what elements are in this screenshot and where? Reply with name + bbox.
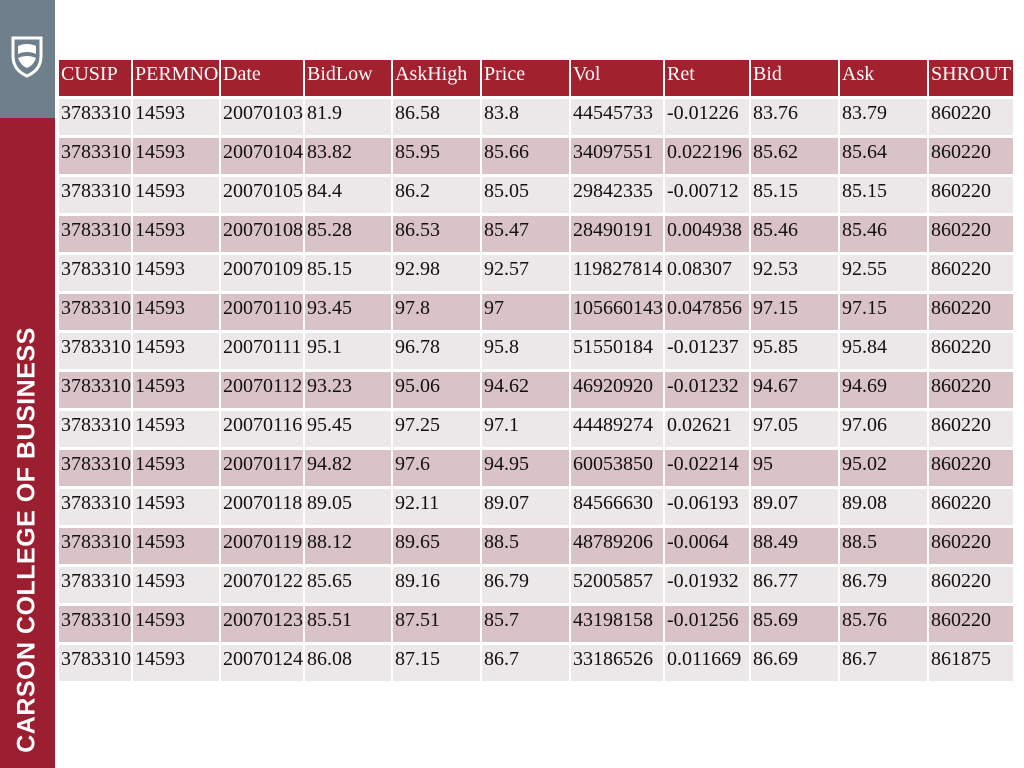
table-cell: 3783310 xyxy=(59,411,131,447)
table-cell: 860220 xyxy=(929,138,1013,174)
table-cell: 94.62 xyxy=(482,372,569,408)
table-cell: 860220 xyxy=(929,528,1013,564)
table-cell: 95.1 xyxy=(305,333,391,369)
column-header: Date xyxy=(221,60,303,96)
table-cell: 0.02621 xyxy=(665,411,749,447)
table-cell: 88.49 xyxy=(751,528,838,564)
table-cell: 14593 xyxy=(133,255,219,291)
table-cell: 52005857 xyxy=(571,567,663,603)
table-cell: -0.01256 xyxy=(665,606,749,642)
table-row xyxy=(59,216,1013,252)
table-cell: 20070105 xyxy=(221,177,303,213)
table-cell: 860220 xyxy=(929,489,1013,525)
table-cell: 84.4 xyxy=(305,177,391,213)
table-cell: 86.53 xyxy=(393,216,480,252)
table-cell: 85.15 xyxy=(840,177,927,213)
table-cell: 3783310 xyxy=(59,177,131,213)
table-cell: 14593 xyxy=(133,372,219,408)
table-cell: 97.6 xyxy=(393,450,480,486)
table-cell: 89.65 xyxy=(393,528,480,564)
table-cell: 86.79 xyxy=(482,567,569,603)
table-cell: 14593 xyxy=(133,177,219,213)
table-cell: -0.01932 xyxy=(665,567,749,603)
table-row xyxy=(59,489,1013,525)
table-cell: -0.02214 xyxy=(665,450,749,486)
table-cell: 20070122 xyxy=(221,567,303,603)
table-cell: 861875 xyxy=(929,645,1013,681)
table-row xyxy=(59,450,1013,486)
table-cell: 86.2 xyxy=(393,177,480,213)
table-cell: 89.05 xyxy=(305,489,391,525)
column-header: BidLow xyxy=(305,60,391,96)
table-cell: 95.8 xyxy=(482,333,569,369)
table-cell: 89.07 xyxy=(751,489,838,525)
table-cell: 92.55 xyxy=(840,255,927,291)
table-cell: 34097551 xyxy=(571,138,663,174)
table-cell: 860220 xyxy=(929,294,1013,330)
table-cell: 20070123 xyxy=(221,606,303,642)
table-row xyxy=(59,255,1013,291)
table-cell: 92.11 xyxy=(393,489,480,525)
table-header-row xyxy=(59,60,1013,96)
table-cell: 89.07 xyxy=(482,489,569,525)
table-cell: 14593 xyxy=(133,450,219,486)
table-cell: 28490191 xyxy=(571,216,663,252)
table-cell: -0.01237 xyxy=(665,333,749,369)
table-cell: 860220 xyxy=(929,255,1013,291)
table-cell: 97.8 xyxy=(393,294,480,330)
table-cell: 3783310 xyxy=(59,216,131,252)
table-cell: 86.08 xyxy=(305,645,391,681)
table-cell: -0.00712 xyxy=(665,177,749,213)
table-cell: 3783310 xyxy=(59,138,131,174)
table-row xyxy=(59,99,1013,135)
table-cell: 3783310 xyxy=(59,528,131,564)
table-cell: 14593 xyxy=(133,294,219,330)
table-cell: 20070110 xyxy=(221,294,303,330)
table-cell: 95.06 xyxy=(393,372,480,408)
table-cell: 860220 xyxy=(929,450,1013,486)
table-row xyxy=(59,294,1013,330)
table-cell: 85.28 xyxy=(305,216,391,252)
table-cell: 3783310 xyxy=(59,294,131,330)
table-row xyxy=(59,138,1013,174)
table-cell: 119827814 xyxy=(571,255,663,291)
table-cell: 43198158 xyxy=(571,606,663,642)
table-cell: 87.15 xyxy=(393,645,480,681)
table-row xyxy=(59,333,1013,369)
column-header: Price xyxy=(482,60,569,96)
table-row xyxy=(59,528,1013,564)
table-cell: 44545733 xyxy=(571,99,663,135)
table-cell: 3783310 xyxy=(59,333,131,369)
table-row xyxy=(59,411,1013,447)
table-cell: 46920920 xyxy=(571,372,663,408)
logo-panel xyxy=(0,0,55,118)
table-cell: 97.1 xyxy=(482,411,569,447)
table-cell: 85.66 xyxy=(482,138,569,174)
table-cell: 3783310 xyxy=(59,606,131,642)
table-cell: 20070103 xyxy=(221,99,303,135)
table-cell: 33186526 xyxy=(571,645,663,681)
table-cell: 83.82 xyxy=(305,138,391,174)
table-cell: 86.7 xyxy=(840,645,927,681)
table-cell: 3783310 xyxy=(59,255,131,291)
table-cell: 97.15 xyxy=(840,294,927,330)
table-cell: 3783310 xyxy=(59,567,131,603)
table-cell: 85.7 xyxy=(482,606,569,642)
table-cell: 14593 xyxy=(133,606,219,642)
table-cell: 97.15 xyxy=(751,294,838,330)
table-cell: 95 xyxy=(751,450,838,486)
table-cell: 83.8 xyxy=(482,99,569,135)
table-body xyxy=(59,99,1013,681)
table-cell: 97 xyxy=(482,294,569,330)
table-cell: 20070118 xyxy=(221,489,303,525)
table-cell: 83.79 xyxy=(840,99,927,135)
table-cell: 85.46 xyxy=(840,216,927,252)
table-cell: 85.64 xyxy=(840,138,927,174)
table-cell: 20070109 xyxy=(221,255,303,291)
table-cell: 94.95 xyxy=(482,450,569,486)
table-cell: 96.78 xyxy=(393,333,480,369)
table-cell: 0.08307 xyxy=(665,255,749,291)
table-cell: 93.23 xyxy=(305,372,391,408)
table-cell: -0.0064 xyxy=(665,528,749,564)
table-cell: 88.5 xyxy=(482,528,569,564)
table-cell: 3783310 xyxy=(59,489,131,525)
table-cell: 20070119 xyxy=(221,528,303,564)
table-cell: 85.76 xyxy=(840,606,927,642)
table-cell: 86.7 xyxy=(482,645,569,681)
table-cell: 85.51 xyxy=(305,606,391,642)
table-cell: 14593 xyxy=(133,489,219,525)
table-cell: 94.82 xyxy=(305,450,391,486)
table-cell: 860220 xyxy=(929,411,1013,447)
table-cell: 860220 xyxy=(929,333,1013,369)
table-cell: 860220 xyxy=(929,216,1013,252)
column-header: Bid xyxy=(751,60,838,96)
table-cell: 0.011669 xyxy=(665,645,749,681)
table-cell: 85.62 xyxy=(751,138,838,174)
table-cell: 85.65 xyxy=(305,567,391,603)
table-cell: 860220 xyxy=(929,567,1013,603)
column-header: Ret xyxy=(665,60,749,96)
table-cell: 85.46 xyxy=(751,216,838,252)
table-cell: 44489274 xyxy=(571,411,663,447)
table-cell: 105660143 xyxy=(571,294,663,330)
table-cell: 29842335 xyxy=(571,177,663,213)
table-cell: 97.05 xyxy=(751,411,838,447)
column-header: PERMNO xyxy=(133,60,219,96)
table-cell: 97.06 xyxy=(840,411,927,447)
table-cell: 92.53 xyxy=(751,255,838,291)
table-cell: -0.06193 xyxy=(665,489,749,525)
table-cell: 51550184 xyxy=(571,333,663,369)
table-cell: 88.12 xyxy=(305,528,391,564)
table-cell: 0.022196 xyxy=(665,138,749,174)
table-cell: 85.05 xyxy=(482,177,569,213)
table-cell: 86.79 xyxy=(840,567,927,603)
table-cell: 83.76 xyxy=(751,99,838,135)
column-header: SHROUT xyxy=(929,60,1013,96)
table-cell: 0.047856 xyxy=(665,294,749,330)
table-cell: 92.57 xyxy=(482,255,569,291)
table-cell: 860220 xyxy=(929,372,1013,408)
table-cell: 20070111 xyxy=(221,333,303,369)
table-cell: 95.45 xyxy=(305,411,391,447)
table-cell: 60053850 xyxy=(571,450,663,486)
table-cell: 860220 xyxy=(929,177,1013,213)
table-cell: 84566630 xyxy=(571,489,663,525)
table-row xyxy=(59,606,1013,642)
table-cell: 94.67 xyxy=(751,372,838,408)
table-row xyxy=(59,372,1013,408)
table-cell: 86.77 xyxy=(751,567,838,603)
table-cell: 14593 xyxy=(133,333,219,369)
table-cell: 85.95 xyxy=(393,138,480,174)
column-header: Vol xyxy=(571,60,663,96)
table-cell: 94.69 xyxy=(840,372,927,408)
table-cell: 93.45 xyxy=(305,294,391,330)
table-cell: 85.69 xyxy=(751,606,838,642)
column-header: AskHigh xyxy=(393,60,480,96)
college-name: CARSON COLLEGE OF BUSINESS xyxy=(12,327,41,753)
table-row xyxy=(59,567,1013,603)
table-cell: 3783310 xyxy=(59,99,131,135)
table-cell: 89.08 xyxy=(840,489,927,525)
table-row xyxy=(59,177,1013,213)
table-cell: 85.47 xyxy=(482,216,569,252)
table-cell: 85.15 xyxy=(305,255,391,291)
table-cell: 14593 xyxy=(133,138,219,174)
table-cell: 86.69 xyxy=(751,645,838,681)
table-cell: 860220 xyxy=(929,606,1013,642)
table-cell: 20070124 xyxy=(221,645,303,681)
table-cell: 3783310 xyxy=(59,645,131,681)
table-cell: 0.004938 xyxy=(665,216,749,252)
table-cell: 81.9 xyxy=(305,99,391,135)
table-cell: 97.25 xyxy=(393,411,480,447)
table-cell: 20070104 xyxy=(221,138,303,174)
table-cell: 860220 xyxy=(929,99,1013,135)
table-cell: 20070112 xyxy=(221,372,303,408)
table-cell: 95.85 xyxy=(751,333,838,369)
table-cell: 14593 xyxy=(133,528,219,564)
table-cell: 14593 xyxy=(133,216,219,252)
table-cell: 14593 xyxy=(133,567,219,603)
table-cell: 20070116 xyxy=(221,411,303,447)
table-cell: 3783310 xyxy=(59,372,131,408)
table-cell: 89.16 xyxy=(393,567,480,603)
table-cell: 14593 xyxy=(133,411,219,447)
table-cell: 3783310 xyxy=(59,450,131,486)
table-cell: -0.01226 xyxy=(665,99,749,135)
shield-logo-icon xyxy=(9,34,45,78)
table-cell: 92.98 xyxy=(393,255,480,291)
table-cell: 14593 xyxy=(133,645,219,681)
table-cell: 88.5 xyxy=(840,528,927,564)
column-header: CUSIP xyxy=(59,60,131,96)
stock-data-table xyxy=(57,57,1015,684)
table-cell: 86.58 xyxy=(393,99,480,135)
table-cell: 95.02 xyxy=(840,450,927,486)
table-cell: 85.15 xyxy=(751,177,838,213)
table-cell: 14593 xyxy=(133,99,219,135)
table-cell: 48789206 xyxy=(571,528,663,564)
column-header: Ask xyxy=(840,60,927,96)
table-cell: 87.51 xyxy=(393,606,480,642)
table-cell: 20070108 xyxy=(221,216,303,252)
table-cell: 20070117 xyxy=(221,450,303,486)
table-cell: -0.01232 xyxy=(665,372,749,408)
table-row xyxy=(59,645,1013,681)
table-cell: 95.84 xyxy=(840,333,927,369)
